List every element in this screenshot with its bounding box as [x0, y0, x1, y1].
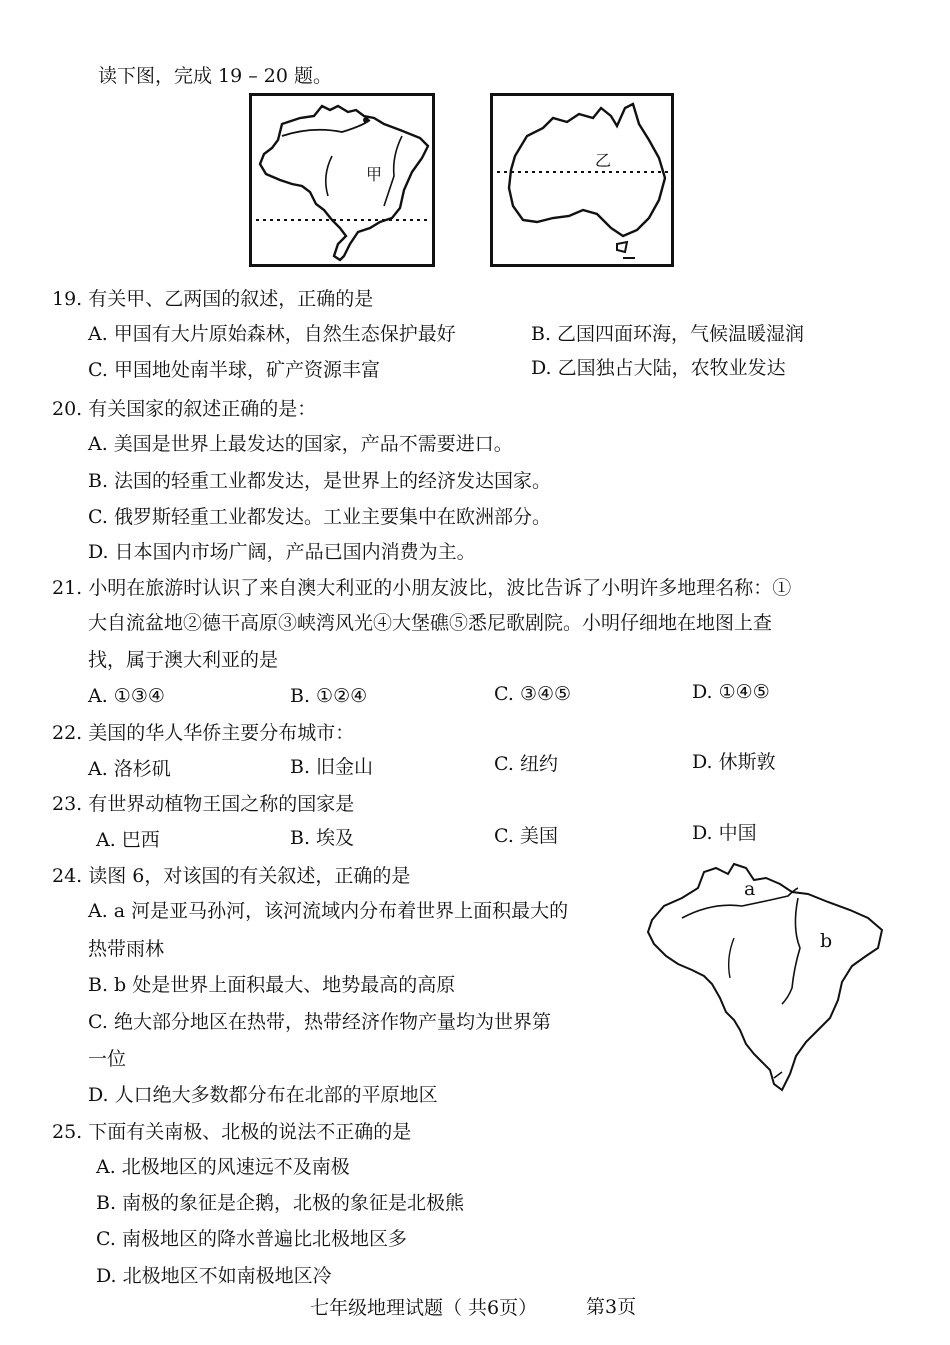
question-24-option-c-line-1: C. 绝大部分地区在热带，热带经济作物产量均为世界第: [88, 1011, 551, 1033]
question-21-option-a: A. ①③④: [88, 685, 165, 707]
question-25-option-c: C. 南极地区的降水普遍比北极地区多: [96, 1228, 407, 1250]
question-23-option-a: A. 巴西: [96, 829, 160, 851]
australia-outline-map: [493, 96, 671, 264]
question-25-stem: 25. 下面有关南极、北极的说法不正确的是: [52, 1121, 412, 1143]
brazil-outline-map: [252, 96, 432, 264]
question-21-stem-line-2: 大自流盆地②德干高原③峡湾风光④大堡礁⑤悉尼歌剧院。小明仔细地在地图上查: [88, 612, 773, 634]
question-25-option-d: D. 北极地区不如南极地区冷: [96, 1265, 332, 1287]
question-19-option-b: B. 乙国四面环海，气候温暖湿润: [531, 323, 805, 345]
question-23-option-d: D. 中国: [692, 822, 757, 844]
map-label-jia: 甲: [366, 165, 383, 184]
question-24-option-a-line-1: A. a 河是亚马孙河，该河流域内分布着世界上面积最大的: [88, 900, 569, 922]
question-22-stem: 22. 美国的华人华侨主要分布城市：: [52, 722, 355, 744]
footer-title: 七年级地理试题（ 共6页）: [310, 1297, 538, 1319]
question-23-stem: 23. 有世界动植物王国之称的国家是: [52, 793, 355, 815]
question-22-option-d: D. 休斯敦: [692, 751, 776, 773]
question-19-option-c: C. 甲国地处南半球，矿产资源丰富: [88, 359, 380, 381]
question-23-option-c: C. 美国: [494, 825, 558, 847]
map-label-a: a: [744, 878, 756, 900]
question-24-option-c-line-2: 一位: [88, 1048, 127, 1070]
figure-6-map: [642, 858, 890, 1094]
question-25-option-a: A. 北极地区的风速远不及南极: [96, 1156, 350, 1178]
question-22-option-a: A. 洛杉矶: [88, 758, 171, 780]
question-25-option-b: B. 南极的象征是企鹅，北极的象征是北极熊: [96, 1192, 465, 1214]
question-19-option-d: D. 乙国独占大陆，农牧业发达: [531, 357, 786, 379]
question-21-stem-line-3: 找，属于澳大利亚的是: [88, 649, 279, 671]
map-label-b: b: [820, 930, 833, 952]
question-19-stem: 19. 有关甲、乙两国的叙述，正确的是: [52, 288, 374, 310]
footer-page-number: 第3页: [586, 1296, 637, 1318]
question-20-option-d: D. 日本国内市场广阔，产品已国内消费为主。: [88, 541, 476, 563]
question-22-option-c: C. 纽约: [494, 753, 558, 775]
question-20-option-a: A. 美国是世界上最发达的国家，产品不需要进口。: [88, 433, 513, 455]
question-22-option-b: B. 旧金山: [290, 756, 374, 778]
question-24-option-b: B. b 处是世界上面积最大、地势最高的高原: [88, 974, 456, 996]
map-jia: [249, 93, 435, 267]
question-21-stem-line-1: 21. 小明在旅游时认识了来自澳大利亚的小朋友波比，波比告诉了小明许多地理名称：①: [52, 577, 792, 599]
question-24-option-d: D. 人口绝大多数都分布在北部的平原地区: [88, 1084, 438, 1106]
map-label-yi: 乙: [595, 151, 612, 170]
question-21-option-b: B. ①②④: [290, 685, 368, 707]
question-24-option-a-line-2: 热带雨林: [88, 938, 165, 960]
map-yi: [490, 93, 674, 267]
question-23-option-b: B. 埃及: [290, 827, 355, 849]
intro-text: 读下图，完成 19 – 20 题。: [98, 65, 333, 87]
question-21-option-c: C. ③④⑤: [494, 683, 572, 705]
question-20-option-b: B. 法国的轻重工业都发达，是世界上的经济发达国家。: [88, 470, 552, 492]
question-24-stem: 24. 读图 6，对该国的有关叙述，正确的是: [52, 865, 411, 887]
question-19-option-a: A. 甲国有大片原始森林，自然生态保护最好: [88, 323, 456, 345]
question-21-option-d: D. ①④⑤: [692, 681, 770, 703]
question-20-stem: 20. 有关国家的叙述正确的是：: [52, 398, 317, 420]
brazil-figure-6-outline: [642, 858, 890, 1094]
question-20-option-c: C. 俄罗斯轻重工业都发达。工业主要集中在欧洲部分。: [88, 506, 551, 528]
